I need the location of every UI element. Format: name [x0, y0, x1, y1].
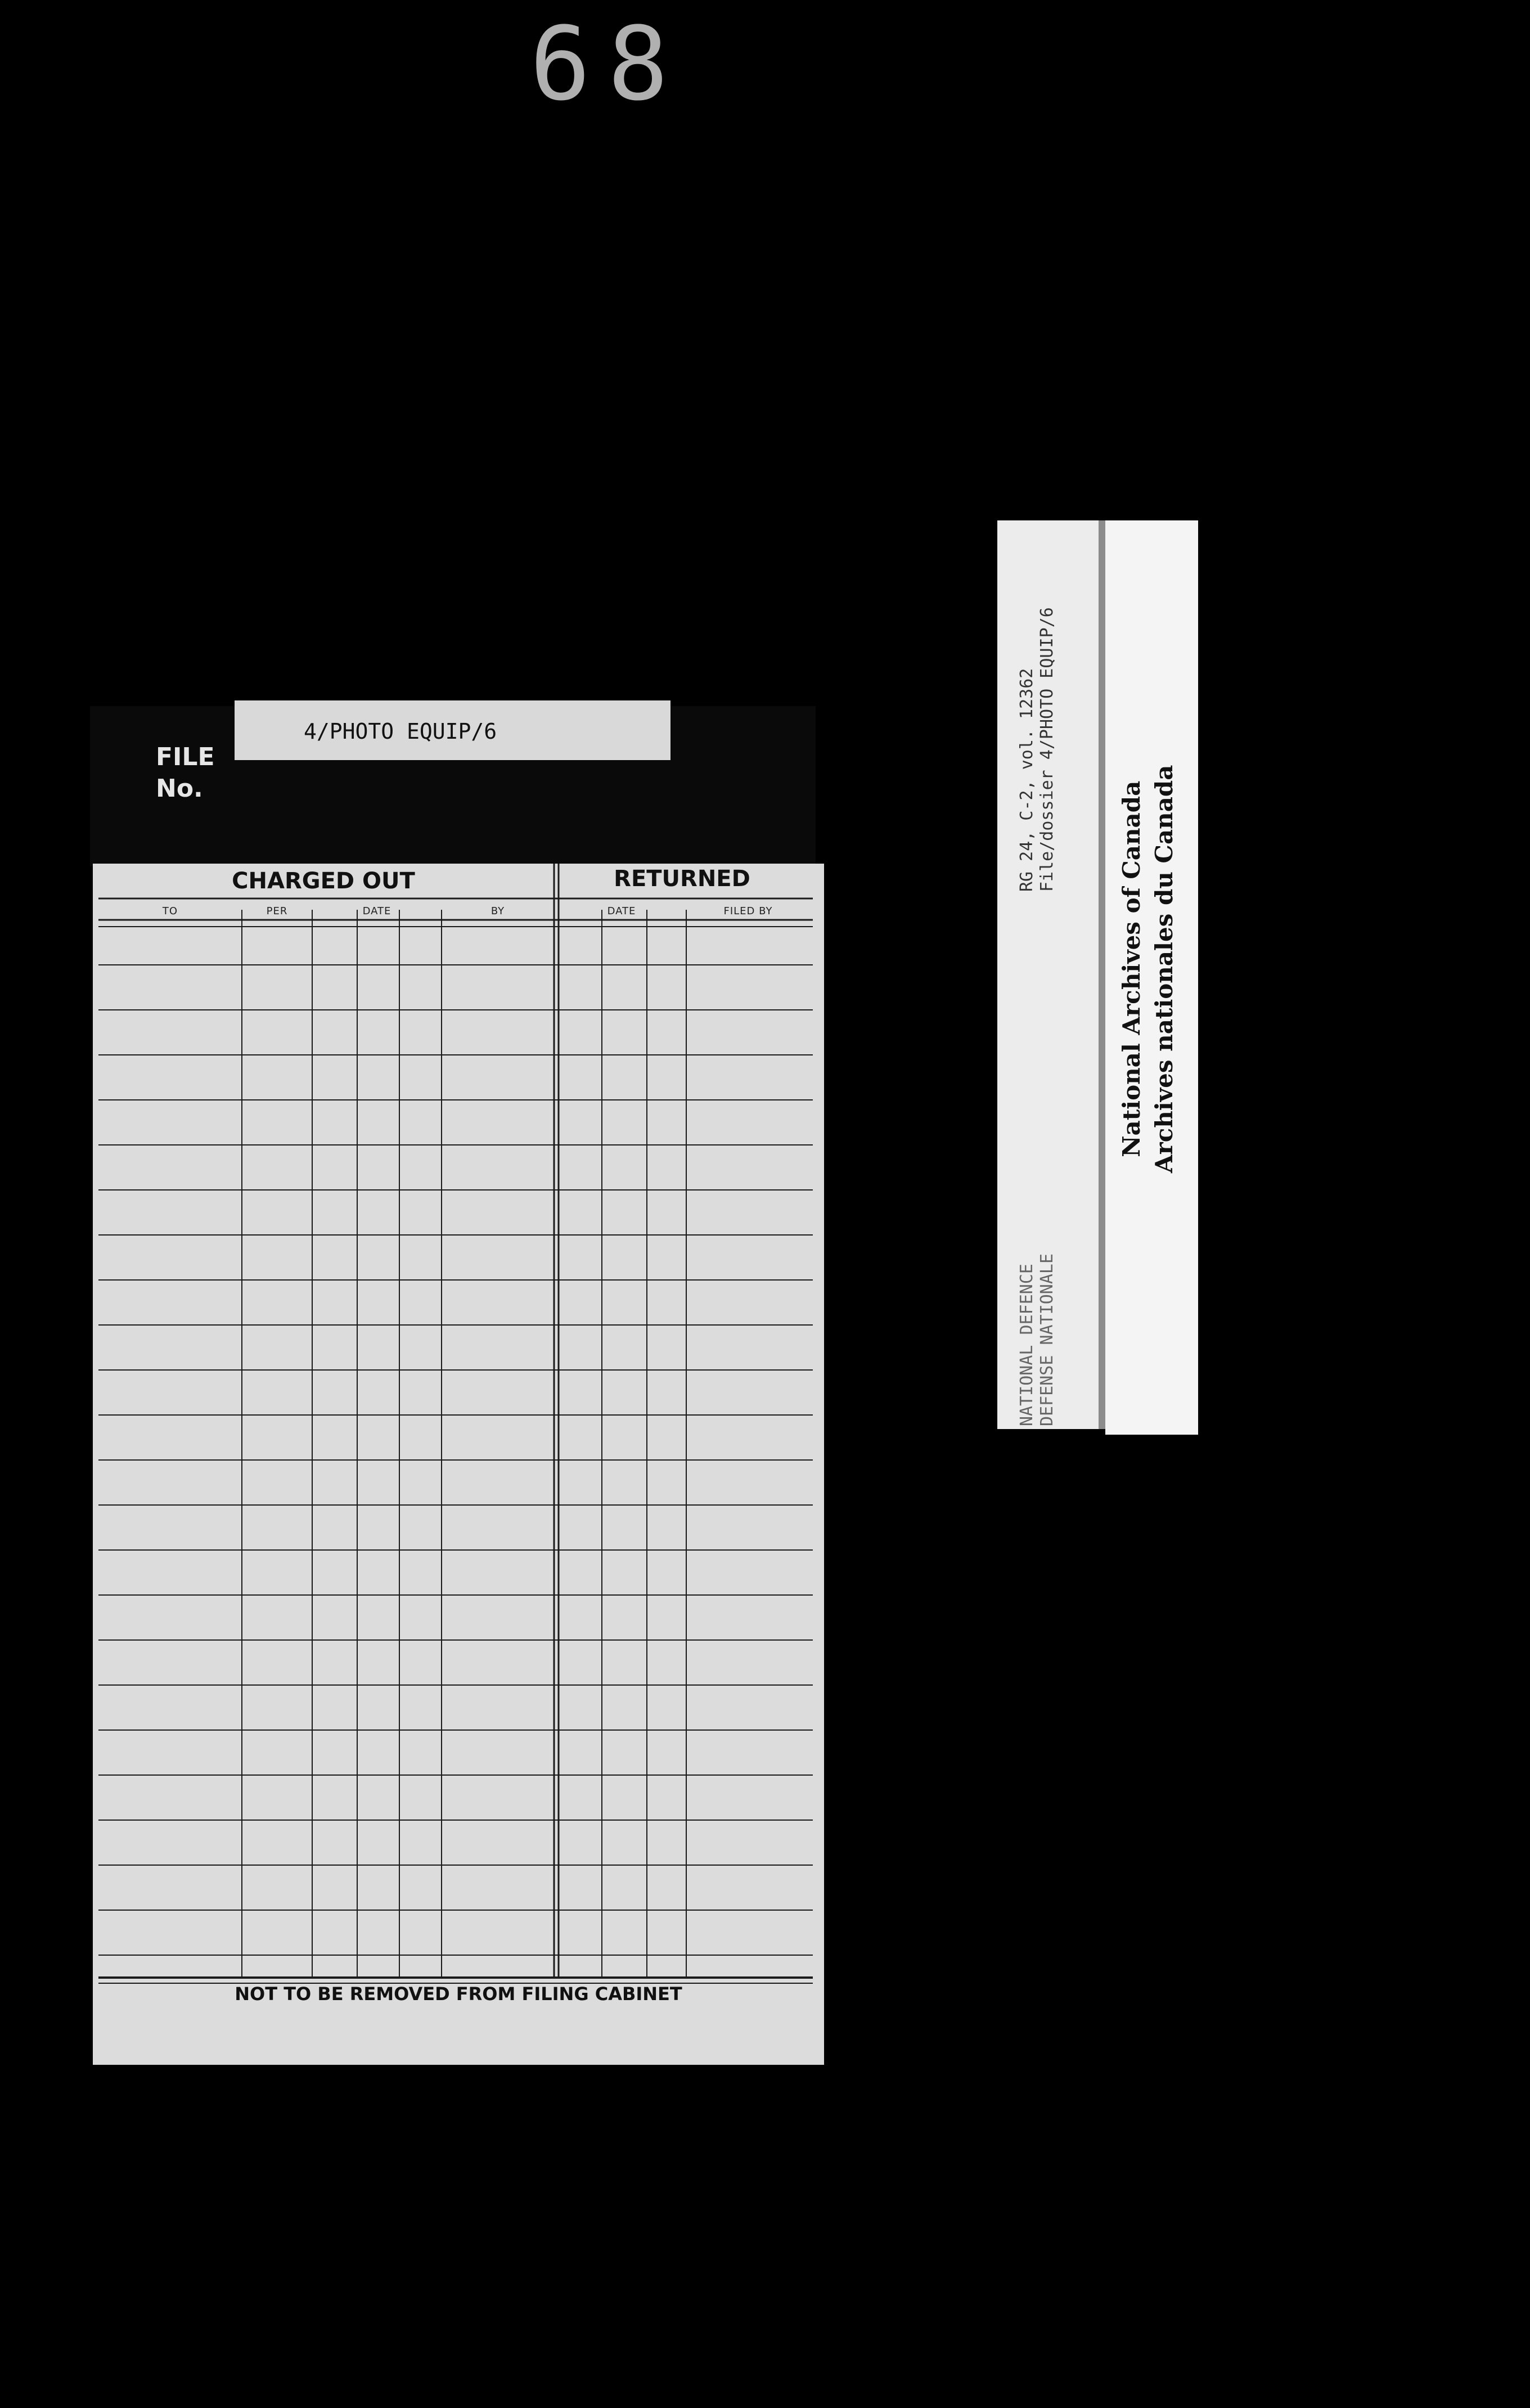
charge-out-card: [93, 864, 824, 2065]
archive-name: [1115, 765, 1181, 1173]
column-date-out: DATE: [362, 905, 392, 917]
returned-heading: RETURNED: [614, 866, 750, 892]
spine-label-left: [997, 520, 1099, 1429]
column-filed-by: FILED BY: [723, 905, 773, 917]
file-number-value: 4/PHOTO EQUIP/6: [304, 719, 497, 744]
department-name: [1017, 1254, 1058, 1426]
archive-name-french: Archives nationales du Canada: [1150, 765, 1178, 1173]
charged-out-heading: CHARGED OUT: [232, 868, 415, 894]
archive-reference: [1017, 607, 1058, 892]
column-by: BY: [490, 905, 505, 917]
department-line2: DEFENSE NATIONALE: [1037, 1253, 1057, 1426]
column-per: PER: [266, 905, 288, 917]
card-footer: NOT TO BE REMOVED FROM FILING CABINET: [235, 1983, 682, 2005]
charge-out-grid: [93, 864, 824, 2065]
spine-divider: [1099, 520, 1105, 1429]
file-number-label: [156, 742, 215, 805]
spine-label-right: [1105, 520, 1198, 1435]
archive-name-english: National Archives of Canada: [1118, 780, 1145, 1157]
file-label-line1: FILE: [156, 743, 215, 771]
reference-line1: RG 24, C-2, vol. 12362: [1017, 668, 1037, 892]
frame-number: 68: [529, 6, 686, 123]
file-label-line2: No.: [156, 774, 203, 803]
column-date-returned: DATE: [607, 905, 636, 917]
column-to: TO: [162, 905, 178, 917]
reference-line2: File/dossier 4/PHOTO EQUIP/6: [1037, 607, 1057, 892]
department-line1: NATIONAL DEFENCE: [1017, 1264, 1037, 1426]
